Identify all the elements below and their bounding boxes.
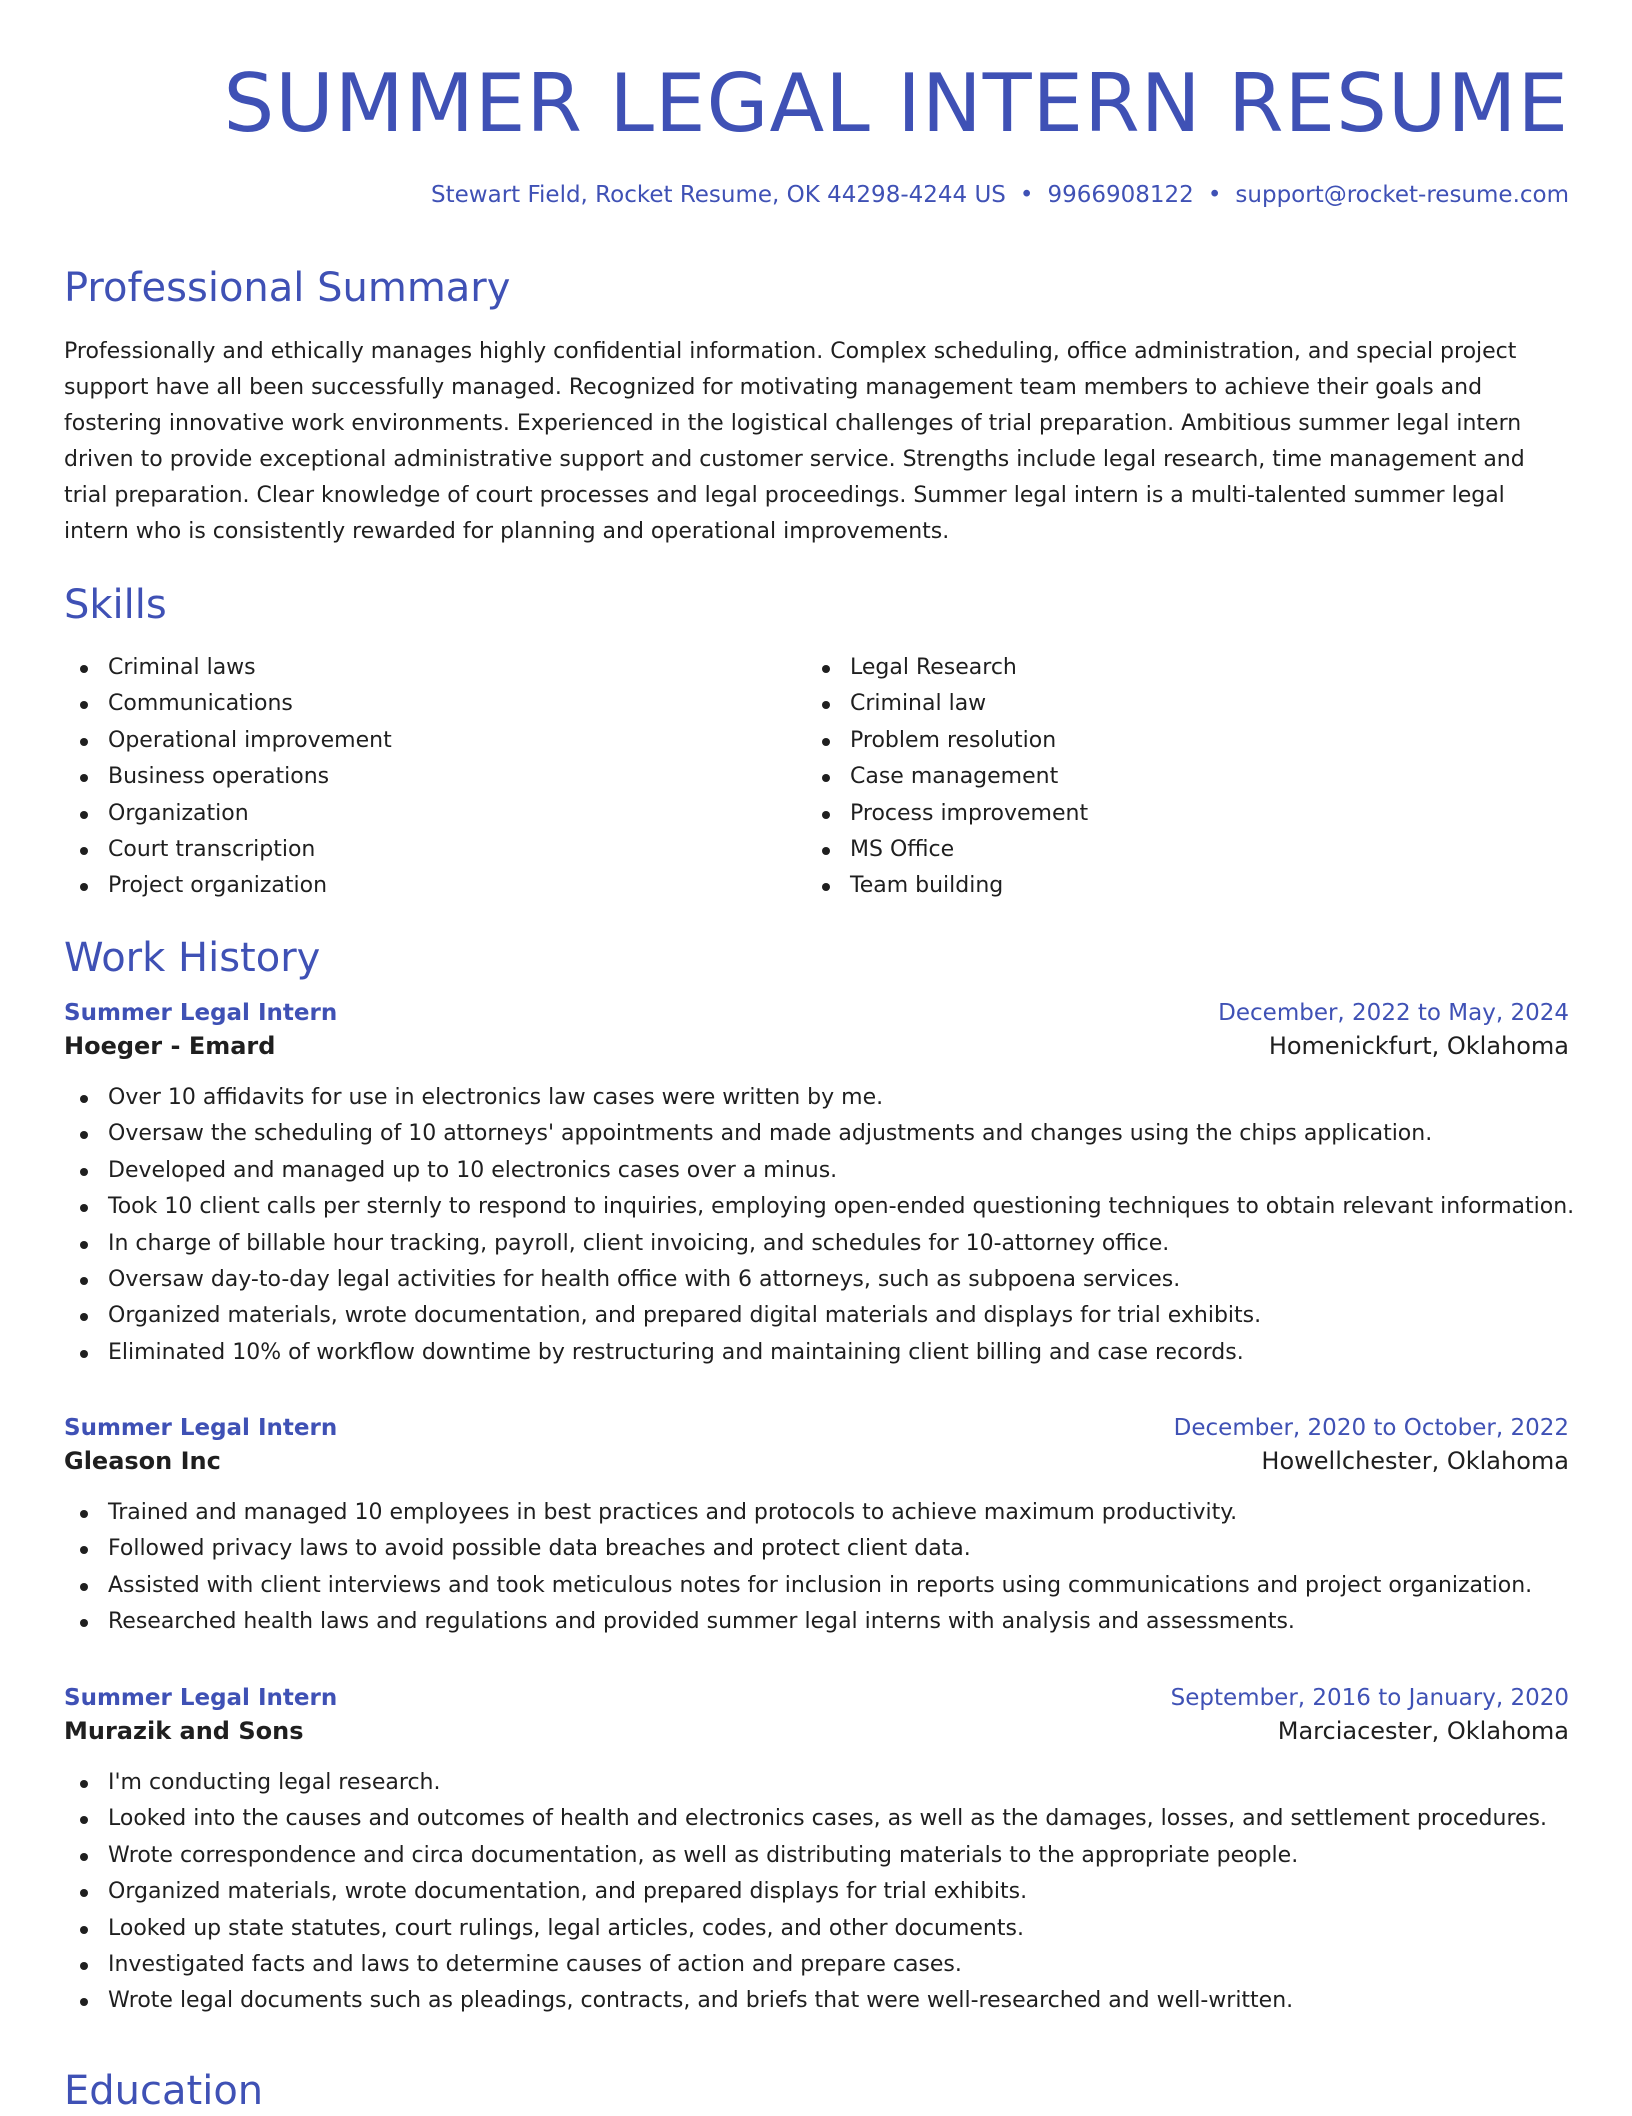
job-bullets xyxy=(64,1765,1569,2020)
job-bullet: Assisted with client interviews and took meticulous notes for inclusion in reports using communications and project organization. xyxy=(64,1568,1569,1604)
job-bullets xyxy=(64,1495,1569,1641)
contact-separator: • xyxy=(1019,182,1034,208)
section-heading-skills: Skills xyxy=(64,582,167,628)
skill-item: Legal Research xyxy=(806,650,1548,686)
job-location: Marciacester, Oklahoma xyxy=(1277,1717,1569,1745)
job-bullet: Investigated facts and laws to determine causes of action and prepare cases. xyxy=(64,1947,1569,1983)
job-dates: December, 2022 to May, 2024 xyxy=(1218,1000,1569,1026)
section-heading-work-history: Work History xyxy=(64,935,321,981)
skill-item: Criminal law xyxy=(806,686,1548,722)
skills-column-right xyxy=(806,650,1548,905)
job-company: Murazik and Sons xyxy=(64,1717,304,1745)
skill-item: Case management xyxy=(806,759,1548,795)
job-title: Summer Legal Intern xyxy=(64,1685,338,1711)
job-title: Summer Legal Intern xyxy=(64,1000,338,1026)
job-location: Howellchester, Oklahoma xyxy=(1261,1447,1569,1475)
section-heading-summary: Professional Summary xyxy=(64,265,511,311)
job-title: Summer Legal Intern xyxy=(64,1415,338,1441)
job-bullet: Wrote correspondence and circa documentation, as well as distributing materials to the appropriate people. xyxy=(64,1838,1569,1874)
job-bullet: Looked into the causes and outcomes of health and electronics cases, as well as the damages, losses, and settlement procedures. xyxy=(64,1801,1569,1837)
job-header-row xyxy=(64,1683,1569,1713)
job-entry xyxy=(64,1413,1569,1641)
job-company: Hoeger - Emard xyxy=(64,1032,276,1060)
job-bullet: Organized materials, wrote documentation, and prepared digital materials and displays for trial exhibits. xyxy=(64,1298,1569,1334)
job-entry xyxy=(64,998,1575,1371)
contact-email: support@rocket-resume.com xyxy=(1235,182,1569,208)
job-header-row xyxy=(64,1413,1569,1443)
skill-item: Team building xyxy=(806,868,1548,904)
job-bullet: Developed and managed up to 10 electronics cases over a minus. xyxy=(64,1153,1569,1189)
contact-line xyxy=(431,180,1569,210)
skill-item: Project organization xyxy=(64,868,806,904)
contact-phone: 9966908122 xyxy=(1047,182,1194,208)
skill-item: Communications xyxy=(64,686,806,722)
job-bullet: I'm conducting legal research. xyxy=(64,1765,1569,1801)
job-bullet: Researched health laws and regulations and provided summer legal interns with analysis and assessments. xyxy=(64,1604,1569,1640)
job-company-row xyxy=(64,1713,1569,1749)
job-bullet: Oversaw the scheduling of 10 attorneys' appointments and made adjustments and changes using the chips application. xyxy=(64,1116,1569,1152)
job-company-row xyxy=(64,1028,1569,1064)
job-bullet: Took 10 client calls per sternly to respond to inquiries, employing open-ended questioning techniques to obtain relevant information. xyxy=(64,1189,1569,1225)
skill-item: Organization xyxy=(64,796,806,832)
job-dates: September, 2016 to January, 2020 xyxy=(1170,1685,1569,1711)
contact-separator: • xyxy=(1207,182,1222,208)
job-entry xyxy=(64,1683,1569,2020)
job-bullet: Organized materials, wrote documentation, and prepared displays for trial exhibits. xyxy=(64,1874,1569,1910)
skill-item: Criminal laws xyxy=(64,650,806,686)
job-company: Gleason Inc xyxy=(64,1447,221,1475)
summary-text: Professionally and ethically manages highly confidential information. Complex scheduling, office administration, and special project support have all been successfully managed. Recognized for motivating management team members to achieve their goals and fostering innovative work environments. Experienced in the logistical challenges of trial preparation. Ambitious summer legal intern driven to provide exceptional administrative support and customer service. Strengths include legal research, time management and trial preparation. Clear knowledge of court processes and legal proceedings. Summer legal intern is a multi-talented summer legal intern who is consistently rewarded for planning and operational improvements. xyxy=(64,339,1525,544)
skill-item: Process improvement xyxy=(806,796,1548,832)
skills-list xyxy=(64,650,1569,905)
contact-address: Stewart Field, Rocket Resume, OK 44298-4244 US xyxy=(431,182,1006,208)
skill-item: MS Office xyxy=(806,832,1548,868)
skill-item: Court transcription xyxy=(64,832,806,868)
job-bullet: In charge of billable hour tracking, payroll, client invoicing, and schedules for 10-attorney office. xyxy=(64,1226,1569,1262)
job-bullet: Eliminated 10% of workflow downtime by restructuring and maintaining client billing and case records. xyxy=(64,1335,1569,1371)
job-dates: December, 2020 to October, 2022 xyxy=(1173,1415,1569,1441)
job-header-row xyxy=(64,998,1569,1028)
resume-title: SUMMER LEGAL INTERN RESUME xyxy=(223,57,1569,150)
section-heading-education: Education xyxy=(64,2068,264,2114)
skill-item: Operational improvement xyxy=(64,723,806,759)
skills-column-left xyxy=(64,650,806,905)
job-company-row xyxy=(64,1443,1569,1479)
job-bullets xyxy=(64,1080,1575,1371)
job-bullet: Trained and managed 10 employees in best practices and protocols to achieve maximum productivity. xyxy=(64,1495,1569,1531)
job-location: Homenickfurt, Oklahoma xyxy=(1268,1032,1569,1060)
job-bullet: Followed privacy laws to avoid possible data breaches and protect client data. xyxy=(64,1531,1569,1567)
skill-item: Problem resolution xyxy=(806,723,1548,759)
job-bullet: Oversaw day-to-day legal activities for health office with 6 attorneys, such as subpoena services. xyxy=(64,1262,1569,1298)
skill-item: Business operations xyxy=(64,759,806,795)
job-bullet: Over 10 affidavits for use in electronics law cases were written by me. xyxy=(64,1080,1569,1116)
job-bullet: Looked up state statutes, court rulings, legal articles, codes, and other documents. xyxy=(64,1911,1569,1947)
job-bullet: Wrote legal documents such as pleadings, contracts, and briefs that were well-researched and well-written. xyxy=(64,1983,1569,2019)
